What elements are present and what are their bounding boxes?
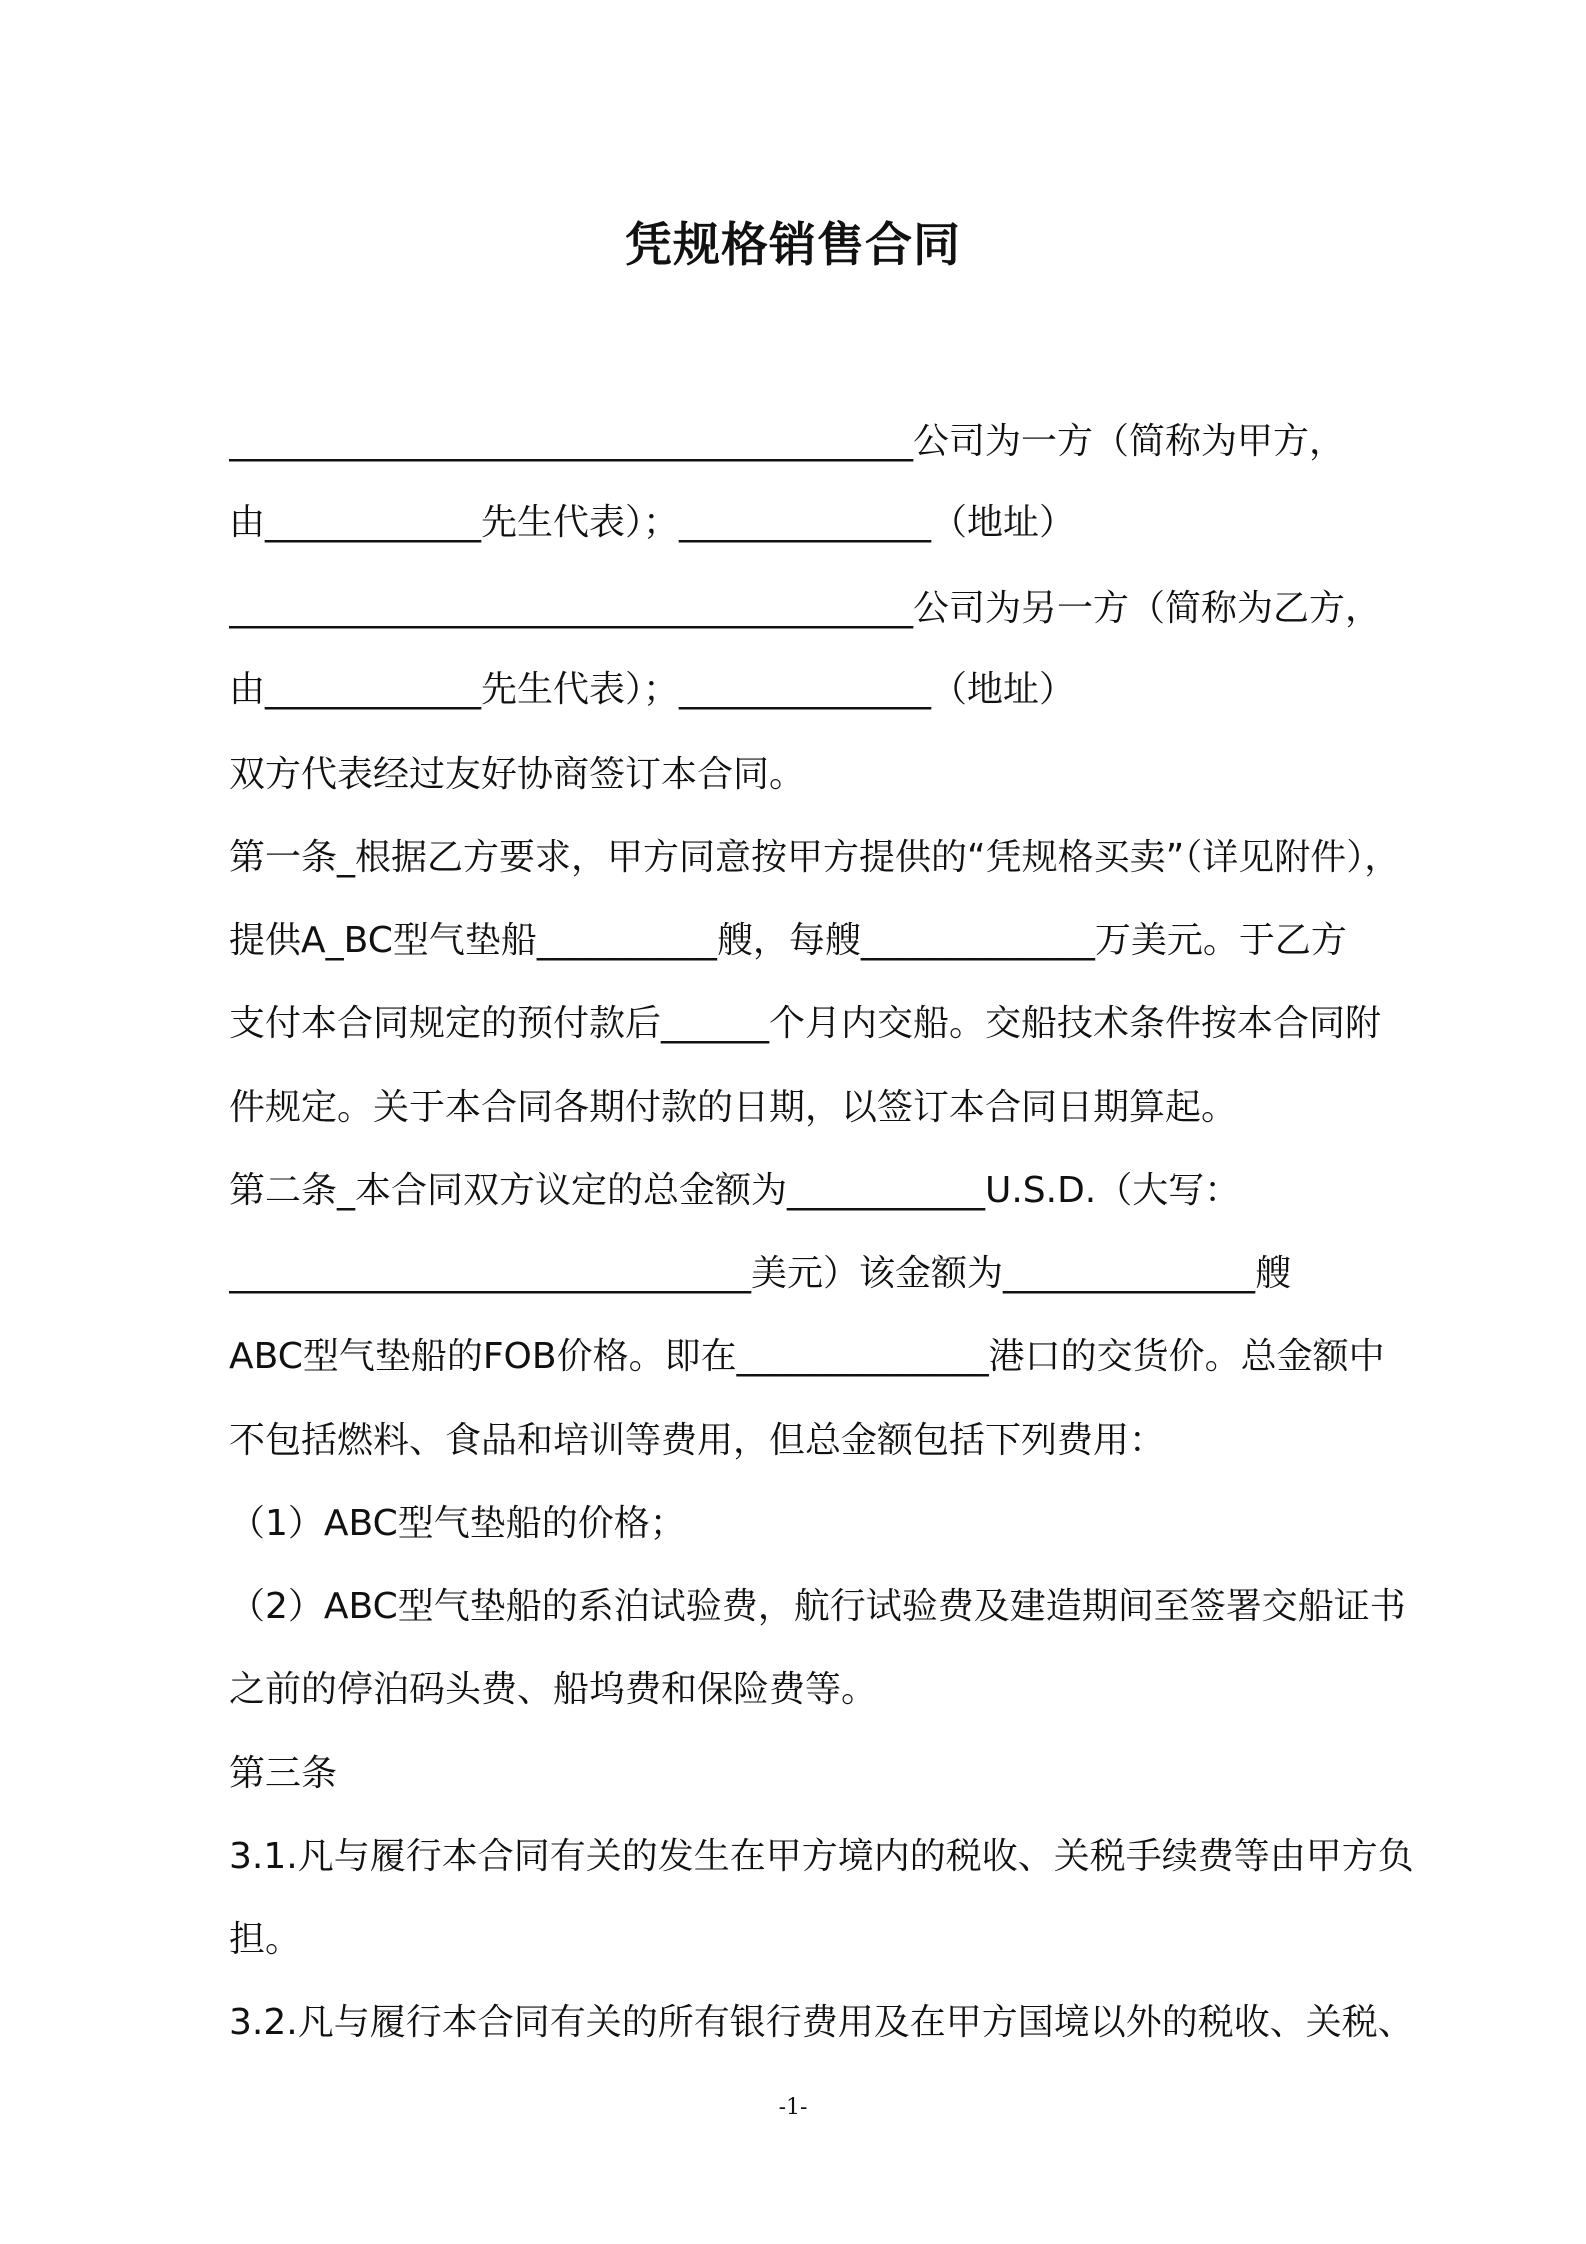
article-1-line-4: 件规定。关于本合同各期付款的日期，以签订本合同日期算起。 xyxy=(229,1087,1238,1128)
article-2-item-1: （1）ABC型气垫船的价格； xyxy=(229,1503,686,1544)
clause-3-1-line-2: 担。 xyxy=(229,1919,302,1960)
article-1-line-1: 第一条_根据乙方要求，甲方同意按甲方提供的“凭规格买卖”（详见附件）， xyxy=(229,837,1401,878)
article-2-item-2-line-1: （2）ABC型气垫船的系泊试验费，航行试验费及建造期间至签署交船证书 xyxy=(229,1586,1406,1627)
document-title: 凭规格销售合同 xyxy=(625,218,961,273)
article-2-line-4: 不包括燃料、食品和培训等费用，但总金额包括下列费用： xyxy=(229,1420,1166,1461)
clause-3-2-line-1: 3.2.凡与履行本合同有关的所有银行费用及在甲方国境以外的税收、关税、 xyxy=(229,2002,1414,2043)
party-a-company-line: ______________________________________公司为一方（简称为甲方， xyxy=(229,421,1346,462)
agreement-statement-line: 双方代表经过友好协商签订本合同。 xyxy=(229,754,806,795)
page-number: -1- xyxy=(778,2095,808,2120)
article-2-line-3: ABC型气垫船的FOB价格。即在______________港口的交货价。总金额中 xyxy=(229,1336,1385,1377)
article-3-heading: 第三条 xyxy=(229,1753,338,1794)
article-2-line-1: 第二条_本合同双方议定的总金额为___________U.S.D.（大写： xyxy=(229,1170,1241,1211)
article-1-line-2: 提供A_BC型气垫船__________艘，每艘_____________万美元。于乙方 xyxy=(229,920,1347,961)
article-2-item-2-line-2: 之前的停泊码头费、船坞费和保险费等。 xyxy=(229,1669,878,1710)
article-1-line-3: 支付本合同规定的预付款后______个月内交船。交船技术条件按本合同附 xyxy=(229,1003,1382,1044)
party-b-company-line: ______________________________________公司为另一方（简称为乙方， xyxy=(229,588,1382,629)
article-2-line-2: _____________________________美元）该金额为______________艘 xyxy=(229,1253,1292,1294)
clause-3-1-line-1: 3.1.凡与履行本合同有关的发生在甲方境内的税收、关税手续费等由甲方负 xyxy=(229,1836,1414,1877)
party-b-representative-line: 由____________先生代表）；______________（地址） xyxy=(229,669,1076,710)
party-a-representative-line: 由____________先生代表）；______________（地址） xyxy=(229,502,1076,543)
